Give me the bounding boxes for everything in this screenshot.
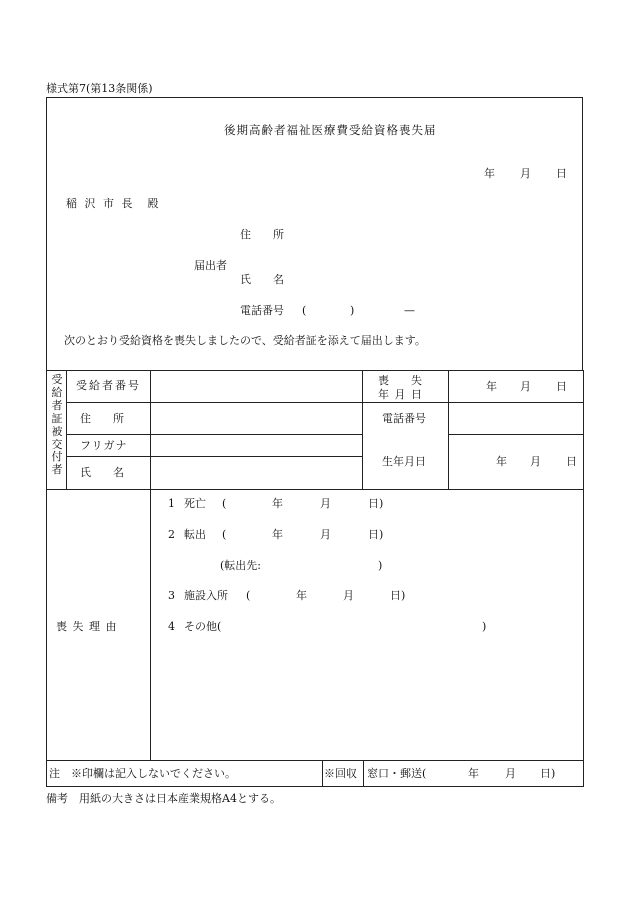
receipt-day: 日) (540, 767, 556, 780)
reason-day: 日) (368, 497, 384, 510)
footer-note: 注 ※印欄は記入しないでください。 (49, 767, 236, 780)
statement: 次のとおり受給資格を喪失しましたので、受給者証を添えて届出します。 (64, 334, 426, 347)
submission-month: 月 (520, 167, 531, 180)
notifier-phone-label: 電話番号 (240, 304, 284, 317)
destination-close: ) (378, 559, 383, 572)
loss-reason-label: 喪 失 理 由 (56, 620, 118, 633)
phone-close-paren: ) (350, 304, 355, 317)
notifier-label: 届出者 (194, 259, 227, 272)
reason-year: 年 (296, 589, 307, 602)
birth-year: 年 (496, 455, 507, 468)
reason-month: 月 (320, 528, 331, 541)
reason-text: 死亡 (184, 497, 206, 510)
reason-open: ( (222, 497, 227, 510)
receipt-year: 年 (468, 767, 479, 780)
receipt-method: 窓口・郵送( (367, 767, 427, 780)
loss-day: 日 (556, 380, 567, 393)
reason-num: 2 (168, 528, 175, 541)
phone-dash: — (404, 304, 415, 317)
loss-date-label: 喪 失 (378, 374, 422, 387)
recipient-phone-label: 電話番号 (382, 412, 426, 425)
submission-day: 日 (556, 167, 567, 180)
reason-year: 年 (272, 528, 283, 541)
page-title: 後期高齢者福祉医療費受給資格喪失届 (224, 123, 437, 137)
reason-month: 月 (320, 497, 331, 510)
receipt-month: 月 (505, 767, 516, 780)
recipient-name-label: 氏 名 (80, 466, 124, 479)
recipient-number-label: 受給者番号 (76, 379, 141, 392)
reason-day: 日) (368, 528, 384, 541)
reason-day: 日) (390, 589, 406, 602)
furigana-label: フリガナ (80, 439, 128, 452)
reason-close: ) (482, 620, 487, 633)
remark: 備考 用紙の大きさは日本産業規格A4とする。 (46, 792, 281, 805)
phone-open-paren: ( (302, 304, 307, 317)
loss-year: 年 (486, 380, 497, 393)
loss-month: 月 (520, 380, 531, 393)
notifier-name-label: 氏 名 (240, 273, 284, 286)
reason-num: 4 (168, 620, 175, 633)
reason-open: ( (222, 528, 227, 541)
reason-text: その他( (184, 620, 222, 633)
reason-text: 転出 (184, 528, 206, 541)
reason-text: 施設入所 (184, 589, 228, 602)
submission-year: 年 (484, 167, 495, 180)
addressee: 稲 沢 市 長 殿 (66, 197, 161, 210)
reason-open: ( (246, 589, 251, 602)
receipt-label: ※回収 (324, 767, 357, 780)
reason-year: 年 (272, 497, 283, 510)
form-label: 様式第7(第13条関係) (46, 82, 153, 95)
birth-date-label: 生年月日 (382, 455, 426, 468)
destination-label: (転出先: (220, 559, 261, 572)
notifier-address-label: 住 所 (240, 228, 284, 241)
birth-month: 月 (530, 455, 541, 468)
reason-num: 1 (168, 497, 175, 510)
birth-day: 日 (566, 455, 577, 468)
recipient-side-label: 受 給 者 証 被 交 付 者 (51, 373, 63, 477)
loss-date-label-2: 年 月 日 (378, 388, 423, 401)
reason-num: 3 (168, 589, 175, 602)
reason-month: 月 (343, 589, 354, 602)
recipient-address-label: 住 所 (80, 412, 124, 425)
form-frame (46, 97, 583, 371)
